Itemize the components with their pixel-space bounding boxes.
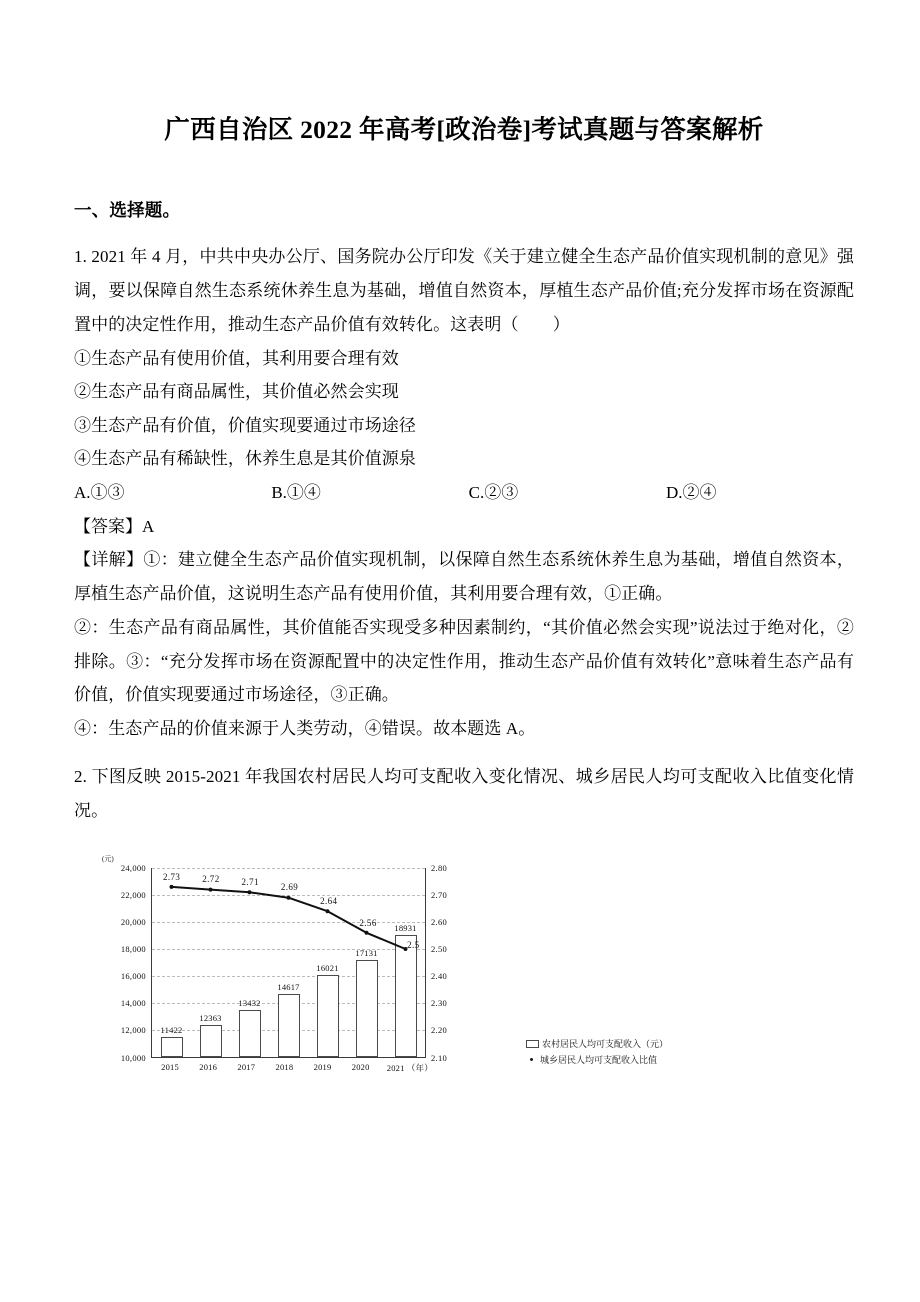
right-axis-tick: 2.60: [431, 916, 448, 927]
chart-bar-value-label: 11422: [160, 1025, 183, 1036]
chart-line-point: [209, 887, 213, 891]
question-1-explanation-part-2: ②：生态产品有商品属性，其价值能否实现受多种因素制约，“其价值必然会实现”说法过于绝对化，②排除。③：“充分发挥市场在资源配置中的决定性作用，推动生态产品价值有效转化”意味着生态产品有价值，价值实现要通过市场途径，③正确。: [74, 617, 854, 705]
chart-plot-area: [151, 868, 426, 1058]
chart-x-tick: 2018: [275, 1061, 294, 1072]
chart-bar-value-label: 14617: [277, 981, 300, 992]
chart-x-tick: 2020: [351, 1061, 370, 1072]
chart-bar-value-label: 13432: [238, 998, 261, 1009]
legend-label-rural-income: 农村居民人均可支配收入（元）: [542, 1038, 669, 1049]
chart-line-point: [248, 890, 252, 894]
question-1-statement-3: ③生态产品有价值，价值实现要通过市场途径: [74, 415, 416, 435]
income-chart: [94, 844, 514, 1106]
question-1-answer: 【答案】A: [74, 516, 155, 536]
chart-line-value-label: 2.69: [280, 882, 299, 893]
question-1-option-c[interactable]: C.②③: [468, 483, 519, 503]
chart-x-axis-labels: [151, 1061, 433, 1074]
right-axis-tick: 2.10: [431, 1052, 448, 1063]
legend-label-income-ratio: 城乡居民人均可支配收入比值: [540, 1054, 658, 1065]
page-content: [74, 0, 854, 1109]
chart-line-point: [287, 895, 291, 899]
chart-line-value-label: 2.73: [162, 871, 181, 882]
section-heading-multiple-choice: 一、选择题。: [74, 199, 181, 220]
left-axis-tick: 20,000: [120, 916, 146, 927]
question-2-figure: [74, 844, 854, 1109]
chart-line-value-label: 2.72: [202, 874, 220, 885]
question-1-options: [74, 476, 854, 510]
left-axis-tick: 22,000: [120, 889, 146, 900]
left-axis-tick: 24,000: [120, 862, 146, 873]
right-axis-tick: 2.70: [431, 889, 448, 900]
chart-line-value-label: 2.71: [241, 877, 259, 887]
chart-x-tick: 2021 （年）: [386, 1062, 433, 1073]
right-axis-tick: 2.40: [431, 971, 448, 982]
chart-x-tick: 2017: [237, 1061, 256, 1072]
left-axis-ticks: [94, 862, 146, 1063]
question-1-statement-2: ②生态产品有商品属性，其价值必然会实现: [74, 382, 399, 402]
chart-line-point: [170, 884, 174, 888]
chart-bar-value-label: 17131: [355, 947, 378, 958]
left-axis-tick: 12,000: [120, 1025, 146, 1036]
left-axis-tick: 18,000: [120, 944, 146, 954]
chart-line-point: [326, 909, 330, 913]
page-title: 广西自治区 2022 年高考[政治卷]考试真题与答案解析: [164, 115, 764, 144]
question-1-explanation-part-3: ④：生态产品的价值来源于人类劳动，④错误。故本题选 A。: [74, 719, 536, 739]
legend-item-bar: [526, 1036, 776, 1052]
legend-item-line: [526, 1052, 776, 1068]
question-1-option-a[interactable]: A.①③: [74, 483, 125, 503]
bar-swatch-icon: [526, 1040, 539, 1048]
left-axis-unit-label: (元): [102, 854, 114, 863]
chart-bar-value-label: 18931: [394, 923, 417, 934]
left-axis-tick: 14,000: [120, 998, 146, 1009]
question-1-statement-1: ①生态产品有使用价值，其利用要合理有效: [74, 348, 399, 368]
chart-x-tick: 2015: [161, 1061, 179, 1072]
question-2-stem: 2. 下图反映 2015-2021 年我国农村居民人均可支配收入变化情况、城乡居民人均可支配收入比值变化情况。: [74, 766, 854, 820]
right-axis-ticks: [431, 862, 491, 1063]
chart-bar-value-label: 12363: [199, 1012, 222, 1023]
dot-marker-icon: •: [529, 1053, 534, 1066]
question-1-explanation-part-1: 【详解】①：建立健全生态产品价值实现机制，以保障自然生态系统休养生息为基础，增值自然资本，厚植生态产品价值，这说明生态产品有使用价值，其利用要合理有效，①正确。: [74, 550, 854, 603]
left-axis-tick: 16,000: [120, 971, 146, 982]
question-1-statement-4: ④生态产品有稀缺性，休养生息是其价值源泉: [74, 449, 416, 469]
right-axis-tick: 2.30: [431, 998, 448, 1009]
chart-line-value-label: 2.5: [407, 940, 420, 950]
chart-legend: [526, 1036, 776, 1068]
chart-line-point: [365, 930, 369, 934]
question-1-option-b[interactable]: B.①④: [271, 483, 321, 503]
right-axis-tick: 2.20: [431, 1025, 448, 1036]
chart-x-tick: 2019: [313, 1061, 332, 1072]
left-axis-tick: 10,000: [120, 1052, 146, 1063]
chart-bar-value-label: 16021: [316, 962, 339, 973]
chart-line-series: [152, 868, 425, 1057]
chart-line-value-label: 2.56: [359, 917, 377, 928]
question-1-stem: 1. 2021 年 4 月，中共中央办公厅、国务院办公厅印发《关于建立健全生态产品价值实现机制的意见》强调，要以保障自然生态系统休养生息为基础，增值自然资本，厚植生态产品价值;充分发挥市场在资源配置中的决定性作用，推动生态产品价值有效转化。这表明（ ）: [74, 247, 854, 334]
right-axis-tick: 2.50: [431, 944, 448, 954]
chart-line-value-label: 2.64: [320, 896, 338, 906]
chart-x-tick: 2016: [199, 1061, 218, 1072]
right-axis-tick: 2.80: [431, 862, 448, 873]
question-1-option-d[interactable]: D.②④: [665, 483, 717, 503]
